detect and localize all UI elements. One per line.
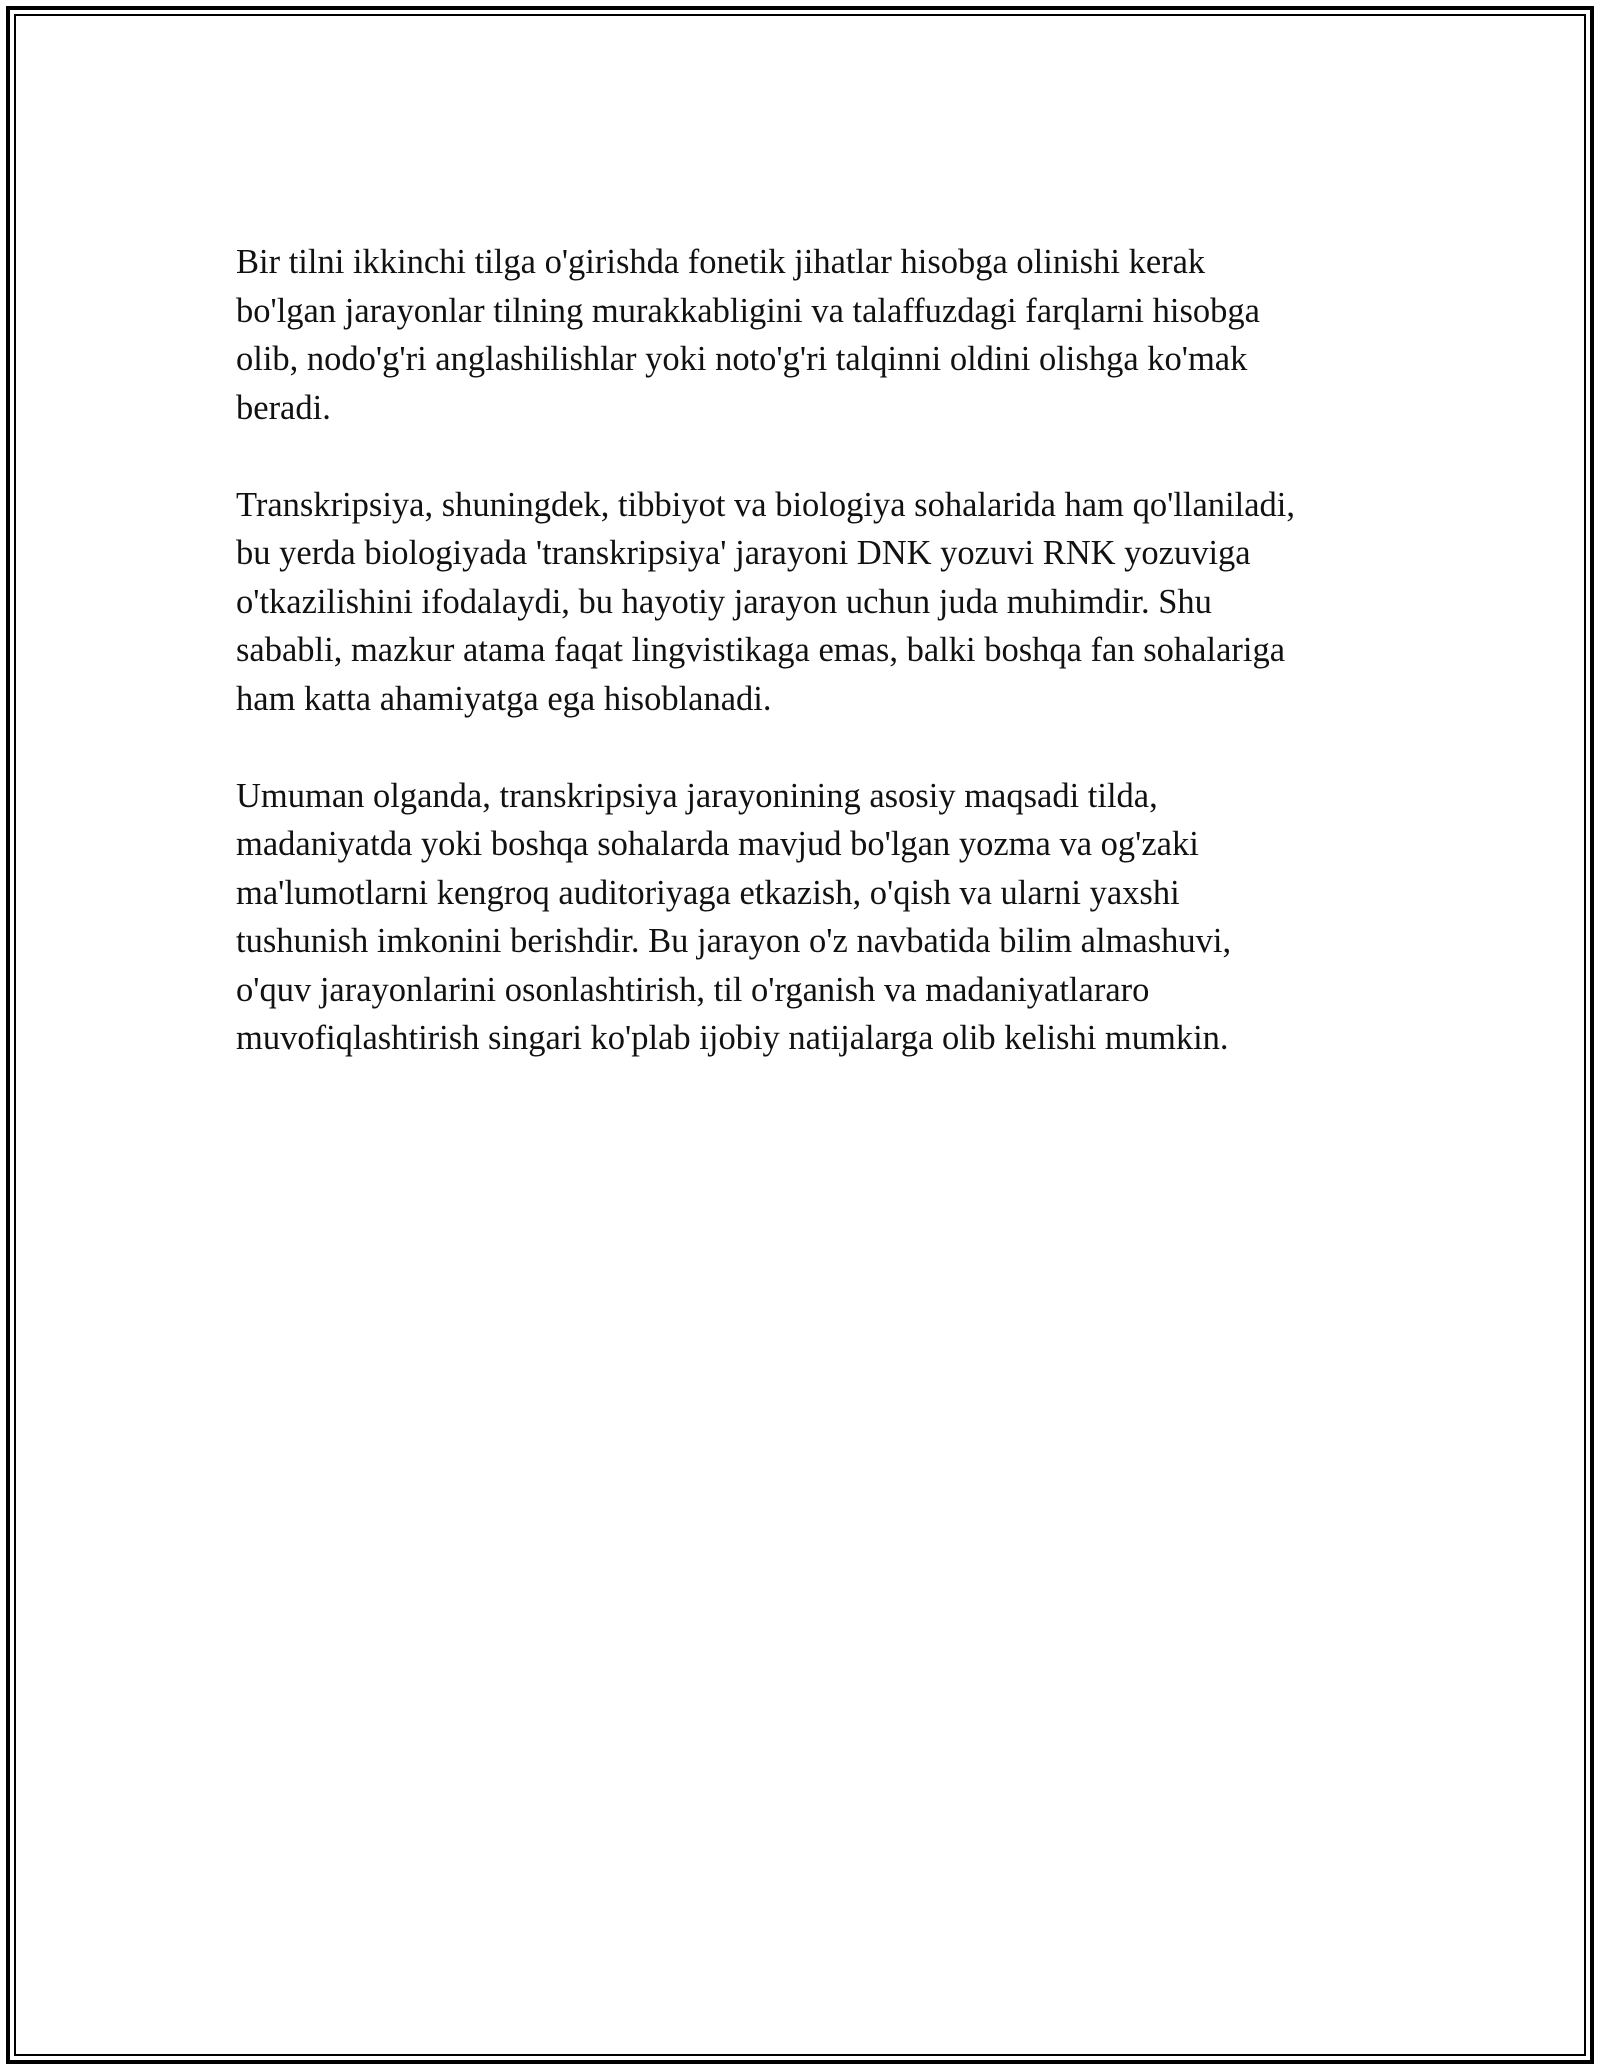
document-body — [236, 238, 1376, 1111]
paragraph-3: Umuman olganda, transkripsiya jarayonining asosiy maqsadi tilda, madaniyatda yoki boshqa sohalarda mavjud bo'lgan yozma va og'zaki ma'lumotlarni kengroq auditoriyaga etkazish, o'qish va ularni yaxshi tushunish imkonini berishdir. Bu jarayon o'z navbatida bilim almashuvi, o'quv jarayonlarini osonlashtirish, til o'rganish va madaniyatlararo muvofiqlashtirish singari ko'plab ijobiy natijalarga olib kelishi mumkin. — [236, 776, 1232, 1057]
paragraph-2: Transkripsiya, shuningdek, tibbiyot va biologiya sohalarida ham qo'llaniladi, bu yerda biologiyada 'transkripsiya' jarayoni DNK yozuvi RNK yozuviga o'tkazilishini ifodalaydi, bu hayotiy jarayon uchun juda muhimdir. Shu sababli, mazkur atama faqat lingvistikaga emas, balki boshqa fan sohalariga ham katta ahamiyatga ega hisoblanadi. — [236, 485, 1295, 718]
paragraph-1: Bir tilni ikkinchi tilga o'girishda fonetik jihatlar hisobga olinishi kerak bo'lgan jarayonlar tilning murakkabligini va talaffuzdagi farqlarni hisobga olib, nodo'g'ri anglashilishlar yoki noto'g'ri talqinni oldini olishga ko'mak beradi. — [236, 243, 1260, 427]
